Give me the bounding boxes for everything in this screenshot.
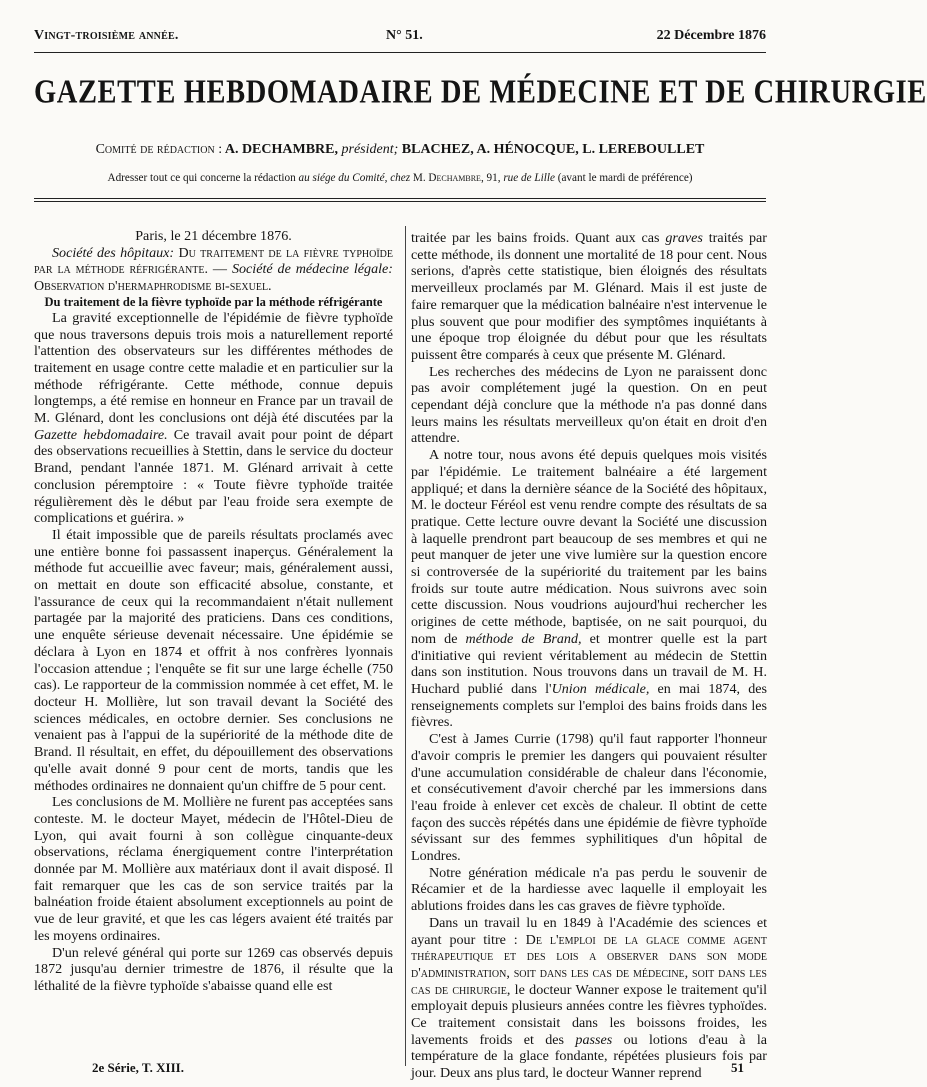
editorial-address: [34, 172, 766, 184]
paragraph-text: Ce travail avait pour point de départ des observations recueillies à Stettin, dans le service du docteur Brand, pendant l'année 1871. M. Glénard arrivait à cette conclusion péremptoire : « Toute fièvre typhoïde traitée régulièrement dès le début par l'eau froide sera exempte de complications et guérira. »: [34, 426, 394, 527]
journal-title: Gazette hebdomadaire.: [34, 426, 168, 443]
masthead-bottom-rule: [34, 198, 766, 199]
address-text: Adresser tout ce qui concerne la rédaction: [107, 172, 296, 184]
paragraph-text: traités par cette méthode, ils donnent une mortalité de 18 pour cent. Nous serions, d'après cette statistique, bien éloignés des résultats merveilleux proclamés par M. Glénard. Mais il est juste de faire remarquer que la médication balnéaire n'est intervenue le plus souvent que pour modifier des symptômes inquiétants à une époque trop éloignée du début pour que les résultats puissent être comparés à ceux que présente M. Glénard.: [411, 230, 767, 363]
paragraph-text: ou lotions d'eau à la température de la glace fondante, répétées plusieurs fois par jour. Deux ans plus tard, le docteur Wanner reprend: [411, 1031, 767, 1082]
committee-label: Comité de rédaction :: [95, 142, 223, 157]
masthead-title: GAZETTE HEBDOMADAIRE DE MÉDECINE ET DE CHIRURGIE: [34, 74, 927, 111]
president-role: président;: [341, 142, 399, 157]
address-number: 91,: [486, 172, 501, 184]
series-volume: 2e Série, T. XIII.: [92, 1060, 184, 1075]
summary-label-1: Société des hôpitaux:: [52, 244, 175, 261]
summary-text-2: Observation d'hermaphrodisme bi-sexuel.: [34, 278, 272, 295]
address-note: (avant le mardi de préférence): [557, 172, 693, 184]
president-name: A. DECHAMBRE,: [224, 142, 338, 157]
paragraph-text: en mai 1874, des renseignements complets sur l'emploi des bains froids dans les fièvres.: [411, 680, 767, 731]
paragraph-text: le docteur Wanner expose le traitement qu'il employait depuis plusieurs années contre les fièvres typhoïdes. Ce traitement consistait dans les boissons froides, les lavements froids et des: [411, 981, 768, 1048]
paragraph: Les recherches des médecins de Lyon ne paraissent donc pas avoir complétement jugé la question. On en peut cependant déjà conclure que la méthode n'a pas donné dans leurs mains les résultats merveilleux qu'on était en droit d'en attendre.: [411, 363, 767, 447]
paragraph-text: traitée par les bains froids. Quant aux cas: [411, 230, 660, 246]
paragraph: [411, 915, 767, 1082]
paragraph: C'est à James Currie (1798) qu'il faut rapporter l'honneur d'avoir compris le premier les dangers qui pouvaient résulter d'une accumulation considérable de chaleur dans l'économie, et consécutivement d'avoir cherché par les immersions dans l'eau froide à enlever cet excès de chaleur. Il obtint de cette façon des succès répétés dans une épidémie de fièvre typhoïde sévissant sur des femmes syphilitiques d'un hôpital de Londres.: [411, 731, 767, 865]
paragraph-text: et montrer quelle est la part d'initiative qui revient véritablement au médecin de Stettin dans son institution. Nous trouvons dans un travail de M. H. Huchard publié dans l': [411, 630, 768, 697]
column-right: [411, 230, 767, 1082]
paragraph: [34, 310, 393, 527]
masthead-bottom-rule-2: [34, 201, 766, 202]
article-summary: [34, 245, 393, 295]
paragraph: Il était impossible que de pareils résultats proclamés avec une entière bonne foi passassent inaperçus. Généralement la méthode fut accueillie avec faveur; mais, généralement aussi, on mettait en doute son efficacité absolue, constante, et l'assurance de ceux qui la recommandaient n'était nullement partagée par la majorité des praticiens. Dans ces conditions, une enquête sérieuse devenait nécessaire. Une épidémie se déclara à Lyon en 1874 et offrit à nos confrères lyonnais l'occasion attendue ; l'enquête se fit sur une large échelle (750 cas). Le rapporteur de la commission nommée à cet effet, M. le docteur H. Mollière, lut son travail devant la Société des sciences médicales, en octobre dernier. Ses conclusions ne venaient pas à l'appui de la supériorité de la méthode dite de Brand. Il résultait, en effet, du dépouillement des observations qu'elle avait donné 9 pour cent de morts, tandis que les méthodes ordinaires ne donnaient qu'un chiffre de 5 pour cent.: [34, 526, 393, 794]
dateline: Paris, le 21 décembre 1876.: [135, 228, 292, 244]
paragraph-text: A notre tour, nous avons été depuis quelques mois visités par l'épidémie. Le traitement balnéaire a été largement appliqué; et dans la dernière séance de la Société des hôpitaux, M. le docteur Féréol est venu rendre compte des résultats de sa pratique. Cette lecture ouvre devant la Société une discussion à laquelle prendront part beaucoup de ses membres et qui ne peut manquer de jeter une vive lumière sur la question encore si controversée de la supériorité du traitement par les bains froids sur toute autre médication. Nous suivrons avec soin cette discussion. Nous voudrions aujourd'hui rechercher les origines de cette méthode, baptisée, on ne sait pourquoi, du nom de: [411, 447, 767, 647]
address-name: M. Dechambre,: [412, 172, 484, 184]
summary-text-1: Du traitement de la fièvre typhoïde par la méthode réfrigérante. —: [34, 244, 393, 278]
issue-number: N° 51.: [386, 28, 423, 43]
column-divider: [405, 226, 406, 1066]
column-left: [34, 228, 393, 995]
emphasis: passes: [575, 1031, 613, 1048]
paragraph: D'un relevé général qui porte sur 1269 cas observés depuis 1872 jusqu'au dernier trimestre de 1876, il résulte que la léthalité de la fièvre typhoïde s'abaisse quand elle est: [34, 944, 393, 994]
journal-title: Union médicale,: [551, 680, 650, 697]
paragraph: [411, 447, 767, 731]
paragraph: Notre génération médicale n'a pas perdu le souvenir de Récamier et de la hardiesse avec laquelle il employait les ablutions froides dans les cas graves de fièvre typhoïde.: [411, 864, 767, 915]
paragraph: [411, 230, 767, 364]
editorial-committee: [34, 142, 766, 158]
volume-year: Vingt-troisième année.: [34, 28, 179, 43]
article-heading: Du traitement de la fièvre typhoïde par la méthode réfrigérante: [44, 294, 383, 309]
emphasis: graves: [665, 230, 703, 246]
page-number: 51: [731, 1060, 744, 1075]
address-street: rue de Lille: [503, 172, 555, 184]
committee-members: BLACHEZ, A. HÉNOCQUE, L. LEREBOULLET: [401, 142, 705, 157]
paragraph: Les conclusions de M. Mollière ne furent pas acceptées sans conteste. M. le docteur Mayet, médecin de l'Hôtel-Dieu de Lyon, qui avait fourni à son collègue cinquante-deux observations, réclama énergiquement contre l'interprétation donnée par M. Mollière aux matériaux dont il avait disposé. Il fait remarquer que les cas de son service traités par la balnéation froide étaient absolument exceptionnels au point de vue de leur gravité, et que les cas légers avaient été traités par les moyens ordinaires.: [34, 794, 393, 944]
paragraph-text: La gravité exceptionnelle de l'épidémie de fièvre typhoïde que nous traversons depuis trois mois a naturellement reporté l'attention des observateurs sur les différentes méthodes de traitement en usage contre cette maladie et en particulier sur la méthode réfrigérante. Cette méthode, connue depuis longtemps, a été remise en honneur en France par un travail de M. Glénard, dont les conclusions ont déjà été discutées par la: [34, 309, 393, 427]
emphasis: méthode de Brand,: [465, 630, 582, 647]
paragraph-text: Dans un travail lu en 1849 à l'Académie des sciences et ayant pour titre :: [411, 914, 767, 948]
summary-label-2: Société de médecine légale:: [231, 261, 394, 278]
issue-date: 22 Décembre 1876: [656, 28, 766, 43]
work-title: De l'emploi de la glace comme agent thérapeutique et des lois a observer dans son mode d'administration, soit dans les cas de médecine, soit dans les cas de chirurgie,: [411, 931, 767, 998]
address-place: au siége du Comité, chez: [298, 172, 411, 184]
running-header: [34, 28, 766, 48]
header-rule: [34, 52, 766, 53]
